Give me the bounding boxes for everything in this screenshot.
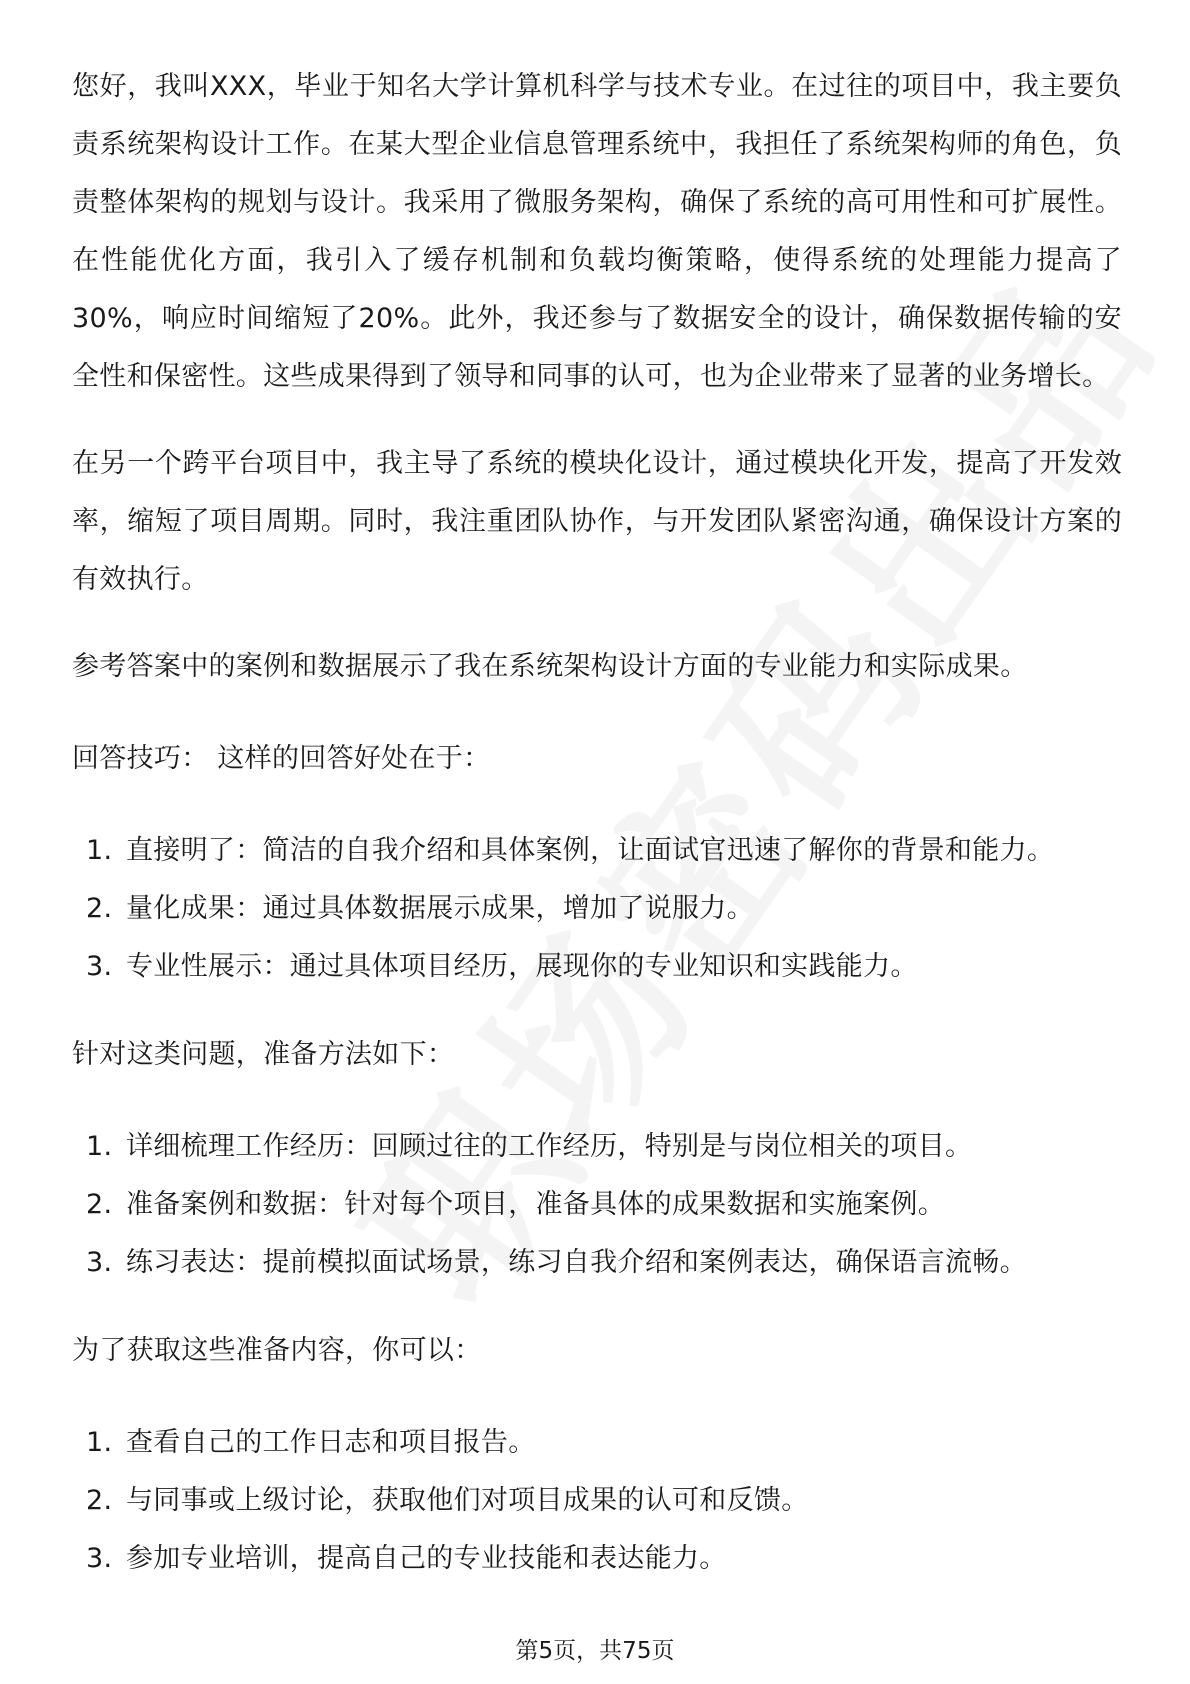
- list-item: [72, 938, 1122, 996]
- list-text: 直接明了：简洁的自我介绍和具体案例，让面试官迅速了解你的背景和能力。: [126, 835, 1055, 866]
- sources-heading: 为了获取这些准备内容，你可以：: [72, 1335, 482, 1366]
- list-text: 练习表达：提前模拟面试场景，练习自我介绍和案例表达，确保语言流畅。: [126, 1247, 1027, 1278]
- list-text: 量化成果：通过具体数据展示成果，增加了说服力。: [126, 893, 754, 924]
- list-number: 2.: [86, 1189, 113, 1220]
- tips-list: [72, 822, 1122, 996]
- prep-heading: 针对这类问题，准备方法如下：: [72, 1039, 455, 1070]
- list-number: 3.: [86, 951, 113, 982]
- list-text: 准备案例和数据：针对每个项目，准备具体的成果数据和实施案例。: [126, 1189, 945, 1220]
- list-number: 1.: [86, 1427, 113, 1458]
- tips-heading: 回答技巧： 这样的回答好处在于：: [72, 743, 491, 774]
- intro-paragraph: 您好，我叫XXX，毕业于知名大学计算机科学与技术专业。在过往的项目中，我主要负责系统架构设计工作。在某大型企业信息管理系统中，我担任了系统架构师的角色，负责整体架构的规划与设计。我采用了微服务架构，确保了系统的高可用性和可扩展性。在性能优化方面，我引入了缓存机制和负载均衡策略，使得系统的处理能力提高了30%，响应时间缩短了20%。此外，我还参与了数据安全的设计，确保数据传输的安全性和保密性。这些成果得到了领导和同事的认可，也为企业带来了显著的业务增长。: [72, 71, 1122, 392]
- list-item: [72, 1118, 1122, 1176]
- list-number: 3.: [86, 1247, 113, 1278]
- list-item: [72, 1530, 1122, 1588]
- list-text: 专业性展示：通过具体项目经历，展现你的专业知识和实践能力。: [126, 951, 918, 982]
- list-text: 详细梳理工作经历：回顾过往的工作经历，特别是与岗位相关的项目。: [126, 1131, 973, 1162]
- page-footer: [0, 1632, 1190, 1665]
- list-item: [72, 1472, 1122, 1530]
- list-number: 3.: [86, 1543, 113, 1574]
- list-item: [72, 822, 1122, 880]
- list-item: [72, 1414, 1122, 1472]
- list-item: [72, 880, 1122, 938]
- list-number: 1.: [86, 1131, 113, 1162]
- page-number: 第5页，共75页: [515, 1638, 675, 1664]
- list-text: 查看自己的工作日志和项目报告。: [126, 1427, 536, 1458]
- document-page: [72, 58, 1122, 1618]
- project-paragraph: 在另一个跨平台项目中，我主导了系统的模块化设计，通过模块化开发，提高了开发效率，缩短了项目周期。同时，我注重团队协作，与开发团队紧密沟通，确保设计方案的有效执行。: [72, 448, 1122, 595]
- prep-list: [72, 1118, 1122, 1292]
- list-number: 1.: [86, 835, 113, 866]
- summary-paragraph: 参考答案中的案例和数据展示了我在系统架构设计方面的专业能力和实际成果。: [72, 651, 1028, 682]
- list-item: [72, 1234, 1122, 1292]
- list-number: 2.: [86, 893, 113, 924]
- sources-list: [72, 1414, 1122, 1588]
- list-text: 与同事或上级讨论，获取他们对项目成果的认可和反馈。: [126, 1485, 809, 1516]
- list-item: [72, 1176, 1122, 1234]
- list-number: 2.: [86, 1485, 113, 1516]
- list-text: 参加专业培训，提高自己的专业技能和表达能力。: [126, 1543, 727, 1574]
